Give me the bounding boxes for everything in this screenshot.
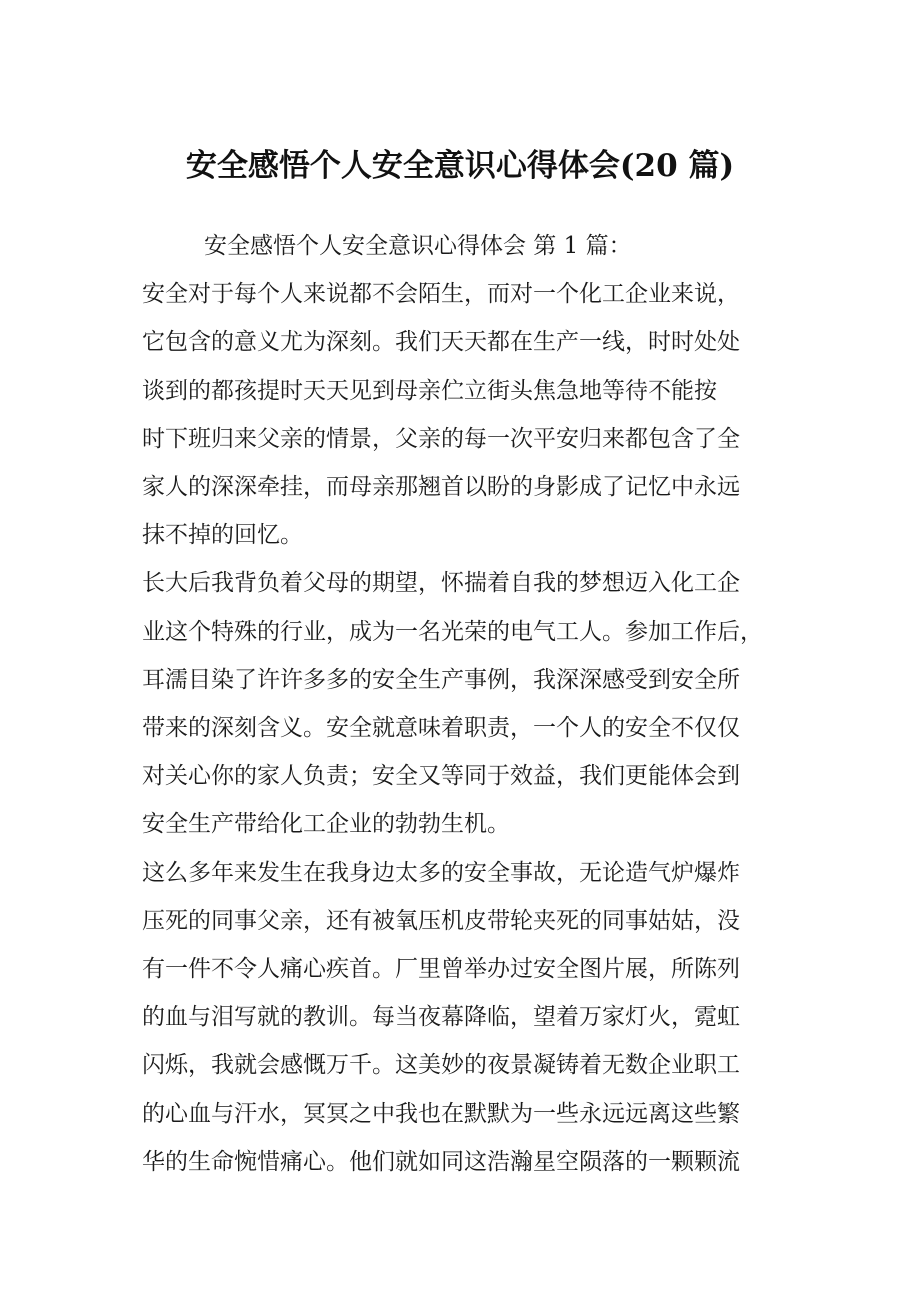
text-line-8: 业这个特殊的行业，成为一名光荣的电气工人。参加工作后，: [142, 618, 763, 645]
text-line-15: 有一件不令人痛心疾首。厂里曾举办过安全图片展，所陈列: [142, 956, 740, 983]
document-title: 安全感悟个人安全意识心得体会(20 篇): [185, 148, 735, 184]
text-line-10: 带来的深刻含义。安全就意味着职责，一个人的安全不仅仅: [142, 715, 740, 742]
text-line-1: 安全对于每个人来说都不会陌生，而对一个化工企业来说，: [142, 281, 740, 308]
text-line-13: 这么多年来发生在我身边太多的安全事故，无论造气炉爆炸: [142, 859, 740, 886]
text-line-4: 时下班归来父亲的情景，父亲的每一次平安归来都包含了全: [142, 425, 740, 452]
text-line-12: 安全生产带给化工企业的勃勃生机。: [142, 811, 510, 838]
document-body: [142, 222, 784, 1186]
text-line-17: 闪烁，我就会感慨万千。这美妙的夜景凝铸着无数企业职工: [142, 1052, 740, 1079]
text-line-3: 谈到的都孩提时天天见到母亲伫立街头焦急地等待不能按: [142, 377, 717, 404]
text-line-9: 耳濡目染了许许多多的安全生产事例，我深深感受到安全所: [142, 666, 740, 693]
text-line-16: 的血与泪写就的教训。每当夜幕降临，望着万家灯火，霓虹: [142, 1004, 740, 1031]
text-line-14: 压死的同事父亲，还有被氧压机皮带轮夹死的同事姑姑，没: [142, 907, 740, 934]
text-line-11: 对关心你的家人负责；安全又等同于效益，我们更能体会到: [142, 763, 740, 790]
section-heading: 安全感悟个人安全意识心得体会 第 1 篇：: [204, 233, 632, 259]
text-line-19: 华的生命惋惜痛心。他们就如同这浩瀚星空陨落的一颗颗流: [142, 1148, 740, 1175]
text-line-18: 的心血与汗水，冥冥之中我也在默默为一些永远远离这些繁: [142, 1100, 740, 1127]
text-line-2: 它包含的意义尤为深刻。我们天天都在生产一线，时时处处: [142, 329, 740, 356]
text-line-6: 抹不掉的回忆。: [142, 522, 303, 549]
text-line-7: 长大后我背负着父母的期望，怀揣着自我的梦想迈入化工企: [142, 570, 740, 597]
text-line-5: 家人的深深牵挂，而母亲那翘首以盼的身影成了记忆中永远: [142, 474, 740, 501]
